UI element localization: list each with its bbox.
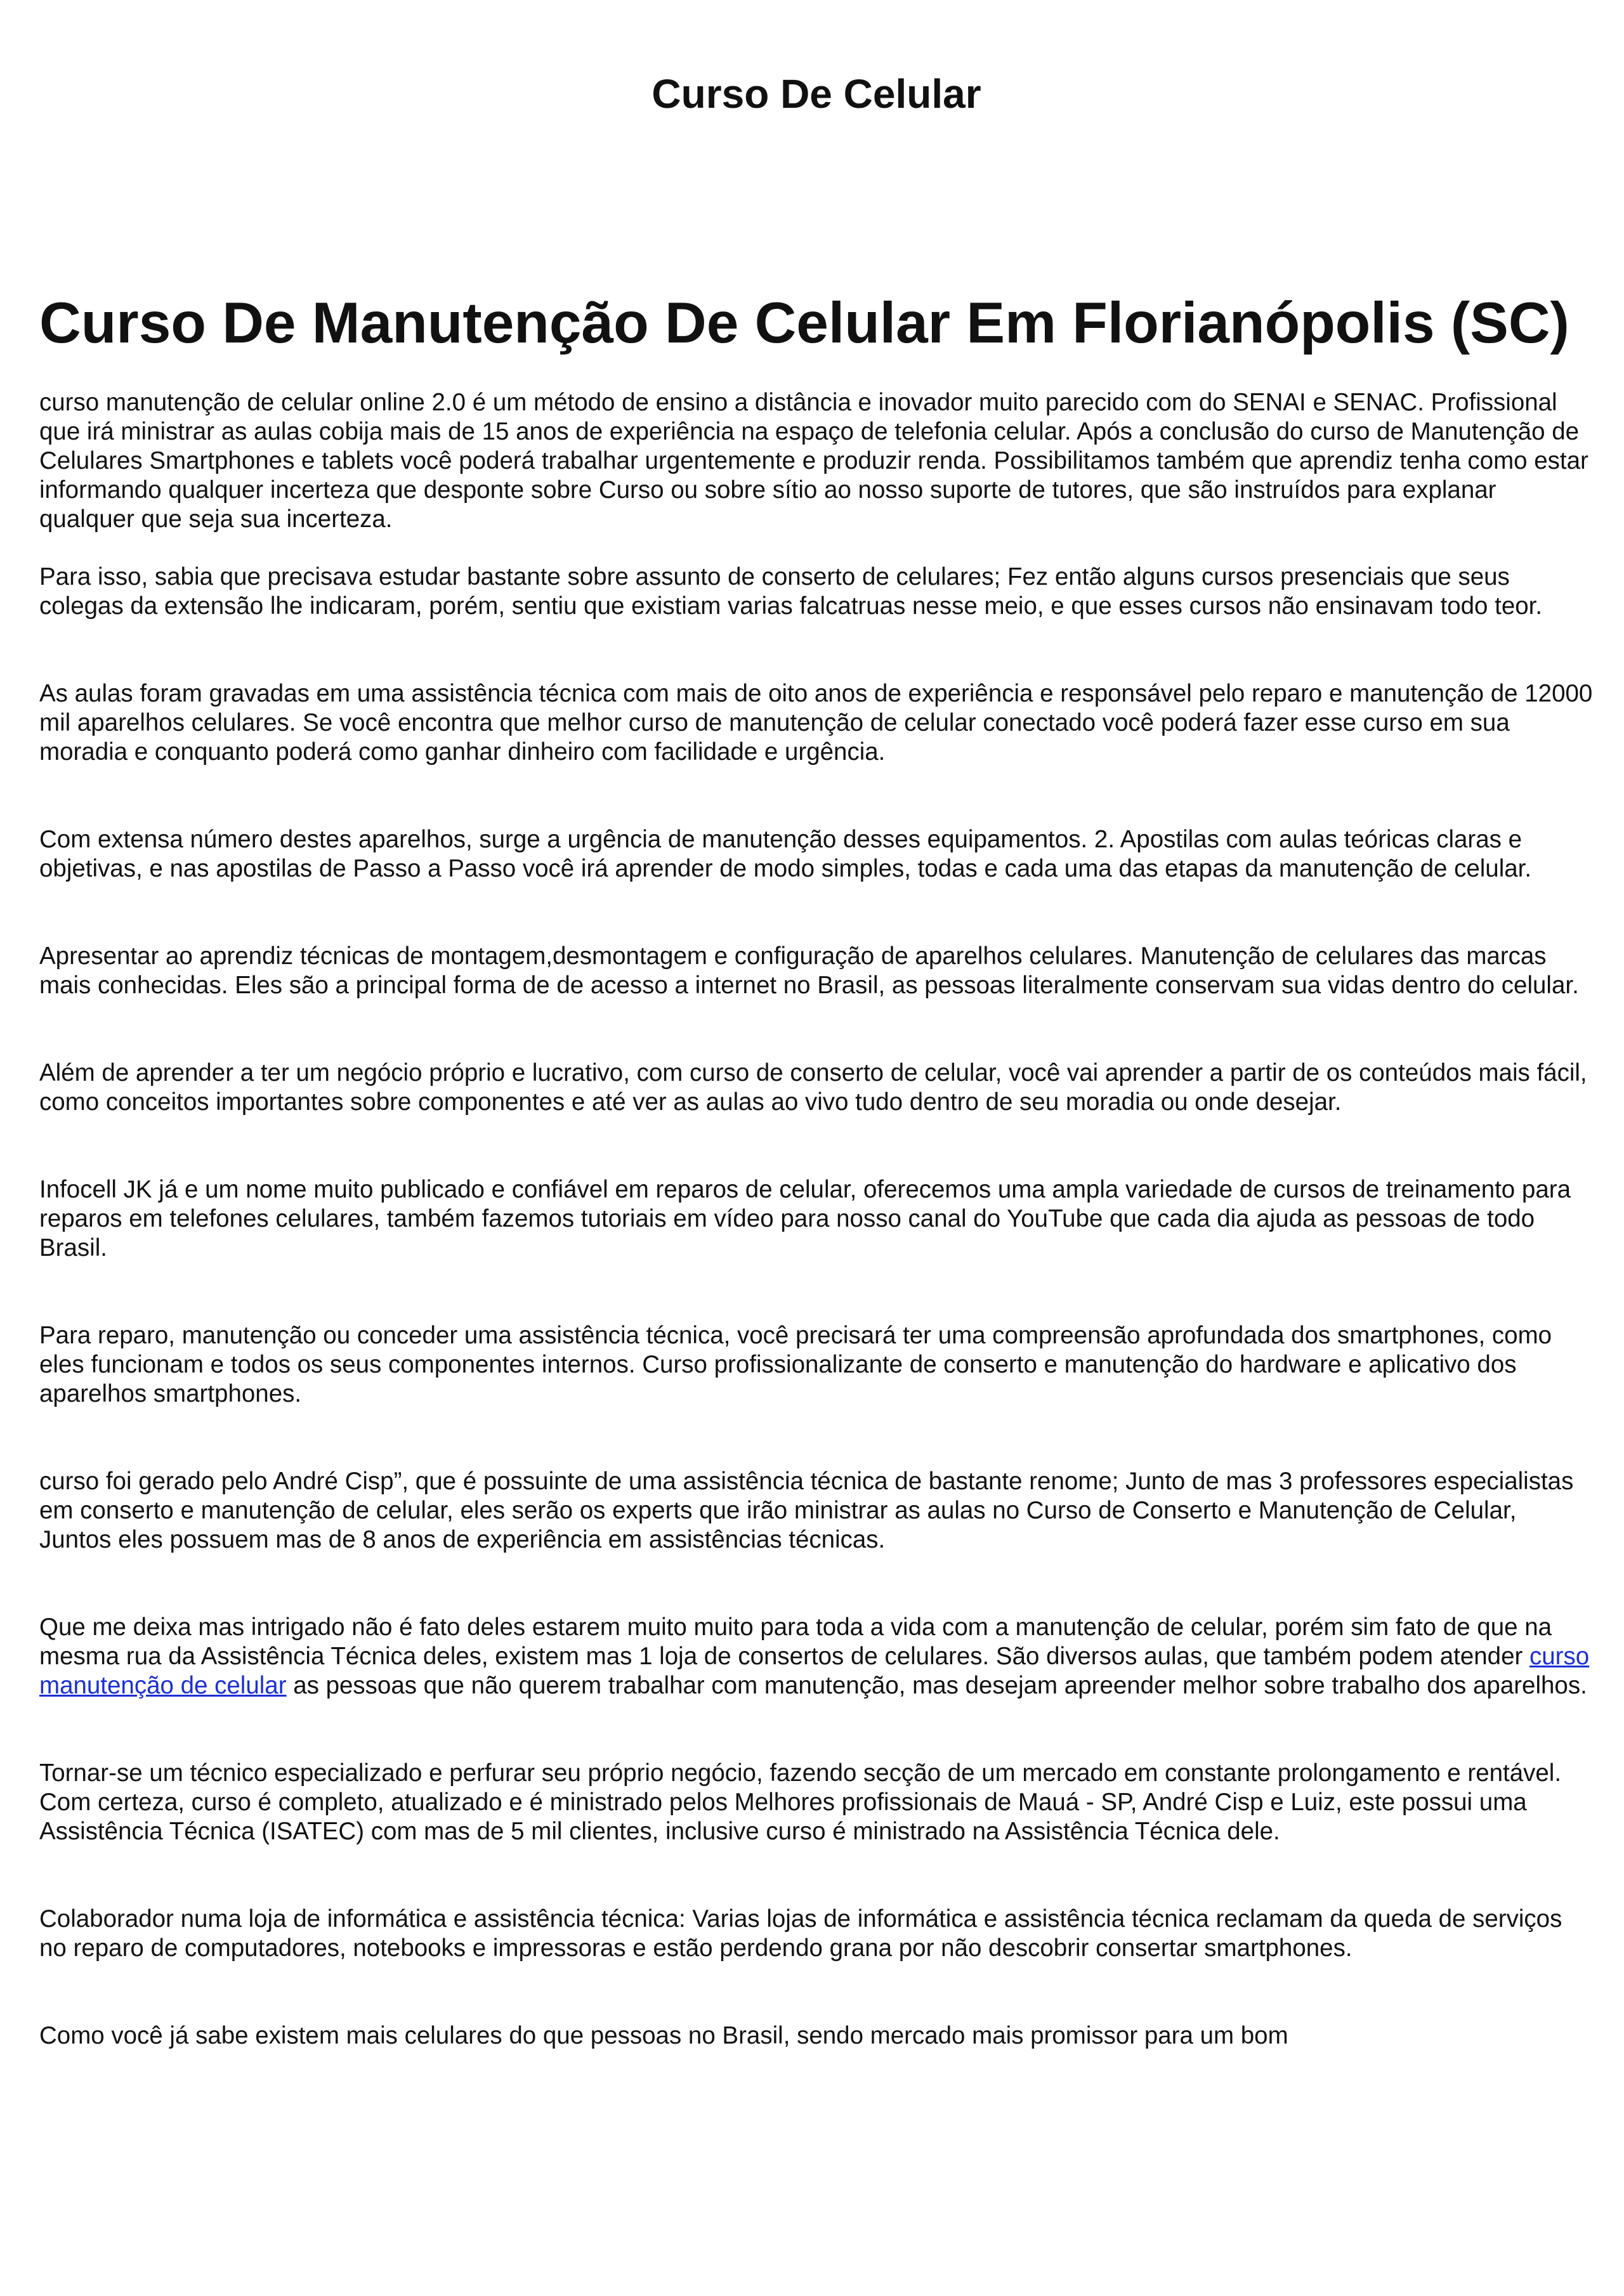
paragraph-with-link — [39, 1613, 1594, 1700]
paragraph: curso manutenção de celular online 2.0 é um método de ensino a distância e inovador muito parecido com do SENAI e SENAC. Profissional que irá ministrar as aulas cobija mais de 15 anos de experiência na espaço de telefonia celular. Após a conclusão do curso de Manutenção de Celulares Smartphones e tablets você poderá trabalhar urgentemente e produzir renda. Possibilitamos também que aprendiz tenha como estar informando qualquer incerteza que desponte sobre Curso ou sobre sítio ao nosso suporte de tutores, que são instruídos para explanar qualquer que seja sua incerteza. — [39, 389, 1588, 533]
paragraph: As aulas foram gravadas em uma assistência técnica com mais de oito anos de experiência e responsável pelo reparo e manutenção de 12000 mil aparelhos celulares. Se você encontra que melhor curso de manutenção de celular conectado você poderá fazer esse curso em sua moradia e conquanto poderá como ganhar dinheiro com facilidade e urgência. — [39, 680, 1593, 766]
paragraph: curso foi gerado pelo André Cisp”, que é possuinte de uma assistência técnica de bastante renome; Junto de mas 3 professores especialistas em conserto e manutenção de celular, eles serão os experts que irão ministrar as aulas no Curso de Conserto e Manutenção de Celular, Juntos eles possuem mas de 8 anos de experiência em assistências técnicas. — [39, 1468, 1574, 1553]
document-title: Curso De Celular — [652, 71, 981, 117]
paragraph: Para isso, sabia que precisava estudar bastante sobre assunto de conserto de celulares; Fez então alguns cursos presenciais que seus colegas da extensão lhe indicaram, porém, sentiu que existiam varias falcatruas nesse meio, e que esses cursos não ensinavam todo teor. — [39, 563, 1543, 620]
paragraph: Com extensa número destes aparelhos, surge a urgência de manutenção desses equipamentos. 2. Apostilas com aulas teóricas claras e objetivas, e nas apostilas de Passo a Passo você irá aprender de modo simples, todas e cada uma das etapas da manutenção de celular. — [39, 826, 1532, 882]
paragraph: Tornar-se um técnico especializado e perfurar seu próprio negócio, fazendo secção de um mercado em constante prolongamento e rentável. Com certeza, curso é completo, atualizado e é ministrado pelos Melhores profissionais de Mauá - SP, André Cisp e Luiz, este possui uma Assistência Técnica (ISATEC) com mas de 5 mil clientes, inclusive curso é ministrado na Assistência Técnica dele. — [39, 1759, 1562, 1845]
paragraph: Além de aprender a ter um negócio próprio e lucrativo, com curso de conserto de celular, você vai aprender a partir de os conteúdos mais fácil, como conceitos importantes sobre componentes e até ver as aulas ao vivo tudo dentro de seu moradia ou onde desejar. — [39, 1059, 1587, 1116]
paragraph: Infocell JK já e um nome muito publicado e confiável em reparos de celular, oferecemos uma ampla variedade de cursos de treinamento para reparos em telefones celulares, também fazemos tutoriais em vídeo para nosso canal do YouTube que cada dia ajuda as pessoas de todo Brasil. — [39, 1176, 1571, 1262]
paragraph: Colaborador numa loja de informática e assistência técnica: Varias lojas de informática e assistência técnica reclamam da queda de serviços no reparo de computadores, notebooks e impressoras e estão perdendo grana por não descobrir consertar smartphones. — [39, 1905, 1562, 1962]
main-heading: Curso De Manutenção De Celular Em Florianópolis (SC) — [39, 291, 1569, 355]
paragraph-text: as pessoas que não querem trabalhar com manutenção, mas desejam apreender melhor sobre trabalho dos aparelhos. — [286, 1672, 1587, 1699]
paragraph: Para reparo, manutenção ou conceder uma assistência técnica, você precisará ter uma compreensão aprofundada dos smartphones, como eles funcionam e todos os seus componentes internos. Curso profissionalizante de conserto e manutenção do hardware e aplicativo dos aparelhos smartphones. — [39, 1322, 1552, 1407]
paragraph: Apresentar ao aprendiz técnicas de montagem,desmontagem e configuração de aparelhos celulares. Manutenção de celulares das marcas mais conhecidas. Eles são a principal forma de de acesso a internet no Brasil, as pessoas literalmente conservam sua vidas dentro do celular. — [39, 943, 1579, 999]
course-link[interactable]: curso manutenção de celular — [39, 1643, 1590, 1699]
document-body — [39, 388, 1594, 2051]
paragraph: Como você já sabe existem mais celulares do que pessoas no Brasil, sendo mercado mais promissor para um bom — [39, 2022, 1288, 2049]
paragraph-text: Que me deixa mas intrigado não é fato deles estarem muito muito para toda a vida com a manutenção de celular, porém sim fato de que na mesma rua da Assistência Técnica deles, existem mas 1 loja de consertos de celulares. São diversos aulas, que também podem atender — [39, 1614, 1552, 1670]
